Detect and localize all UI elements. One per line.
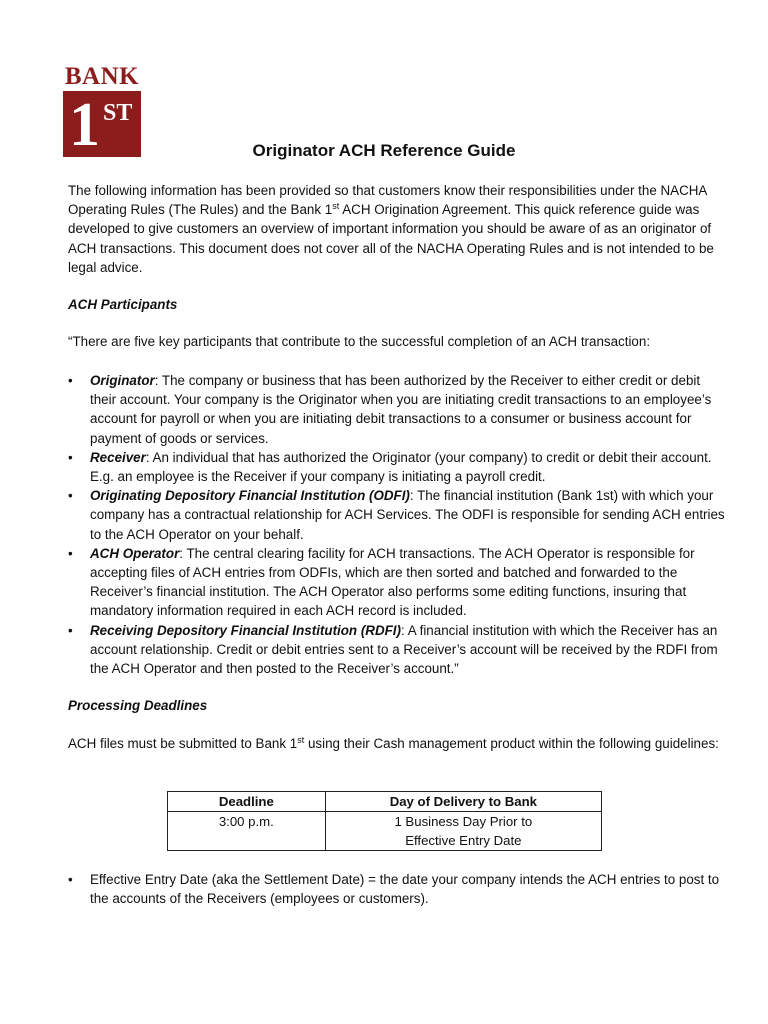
list-item (68, 621, 728, 679)
participant-term: Receiving Depository Financial Institution (RDFI) (90, 622, 401, 638)
deadlines-superscript: st (297, 735, 305, 745)
participant-term: Originating Depository Financial Institution (ODFI) (90, 488, 410, 504)
logo-wordmark: BANK (64, 63, 140, 90)
effective-date-list (68, 870, 728, 908)
intro-text-part1: The following information has been provided so that customers know their responsibilities under the NACHA Operating Rules (The Rules) and the Bank 1 (68, 183, 707, 218)
list-item (68, 870, 728, 908)
participant-description: : A financial institution with which the Receiver has an account relationship. Credit or debit entries sent to a Receiver’s account will be received by the RDFI from the ACH Operator and then posted to the Receiver’s account.” (90, 622, 718, 677)
cell-delivery (325, 812, 601, 851)
cell-delivery-line2: Effective Entry Date (405, 833, 522, 848)
list-item (68, 486, 728, 544)
participants-list (68, 371, 728, 678)
column-header-delivery: Day of Delivery to Bank (325, 792, 601, 812)
bullet-icon: • (68, 622, 73, 638)
participant-description: : The financial institution (Bank 1st) with which your company has a contractual relationship for ACH Services. The ODFI is responsible for sending ACH entries to the ACH Operator on your behalf. (90, 488, 725, 542)
effective-date-text: Effective Entry Date (aka the Settlement Date) = the date your company intends the ACH entries to post to the accounts of the Receivers (employees or customers). (90, 872, 720, 907)
participant-term: Originator (90, 373, 155, 388)
intro-superscript: st (332, 201, 340, 212)
bullet-icon: • (68, 872, 73, 887)
participants-intro: “There are five key participants that contribute to the successful completion of an ACH transaction: (68, 334, 651, 349)
list-item (68, 371, 728, 448)
bullet-icon: • (68, 545, 73, 561)
deadlines-text-part1: ACH files must be submitted to Bank 1 (68, 736, 298, 751)
table-row (168, 812, 602, 851)
cell-deadline: 3:00 p.m. (168, 812, 326, 851)
deadline-table (167, 791, 602, 851)
intro-paragraph (68, 181, 728, 277)
intro-text-part2: ACH Origination Agreement. This quick reference guide was developed to give customers an overview of important information you should be aware of as an originator of ACH transactions. This document does not cover all of the NACHA Operating Rules and is not intended to be legal advice. (68, 202, 714, 275)
section-heading-deadlines: Processing Deadlines (68, 698, 208, 713)
participant-description: : The central clearing facility for ACH transactions. The ACH Operator is responsible for accepting files of ACH entries from ODFIs, which are then sorted and batched and forwarded to the Receiver’s financial institution. The ACH Operator also performs some editing functions, insuring that mandatory information required in each ACH record is included. (90, 545, 695, 619)
table-header-row (168, 792, 602, 812)
list-item (68, 544, 728, 621)
participant-description: : An individual that has authorized the Originator (your company) to credit or debit their account. E.g. an employee is the Receiver if your company is initiating a payroll credit. (90, 449, 712, 485)
participant-term: Receiver (90, 449, 146, 465)
cell-delivery-line1: 1 Business Day Prior to (394, 814, 533, 829)
deadlines-text-part2: using their Cash management product within the following guidelines: (304, 736, 719, 751)
document-title-text: Originator ACH Reference Guide (252, 141, 516, 160)
participant-term: ACH Operator (90, 545, 180, 561)
deadlines-paragraph (68, 734, 728, 753)
list-item (68, 448, 728, 486)
participant-description: : The company or business that has been authorized by the Receiver to either credit or debit their account. Your company is the Originator when you are initiating credit transactions to an employee’s account for payroll or when you are initiating debit transactions to a consumer or business account for payment of goods or services. (90, 373, 712, 446)
section-heading-participants: ACH Participants (68, 297, 178, 312)
bullet-icon: • (68, 373, 73, 388)
logo-number: 1 (69, 91, 100, 159)
column-header-deadline: Deadline (168, 792, 326, 812)
document-title (0, 140, 768, 162)
logo-suffix: ST (103, 100, 133, 126)
bullet-icon: • (68, 488, 73, 504)
bullet-icon: • (68, 449, 73, 465)
